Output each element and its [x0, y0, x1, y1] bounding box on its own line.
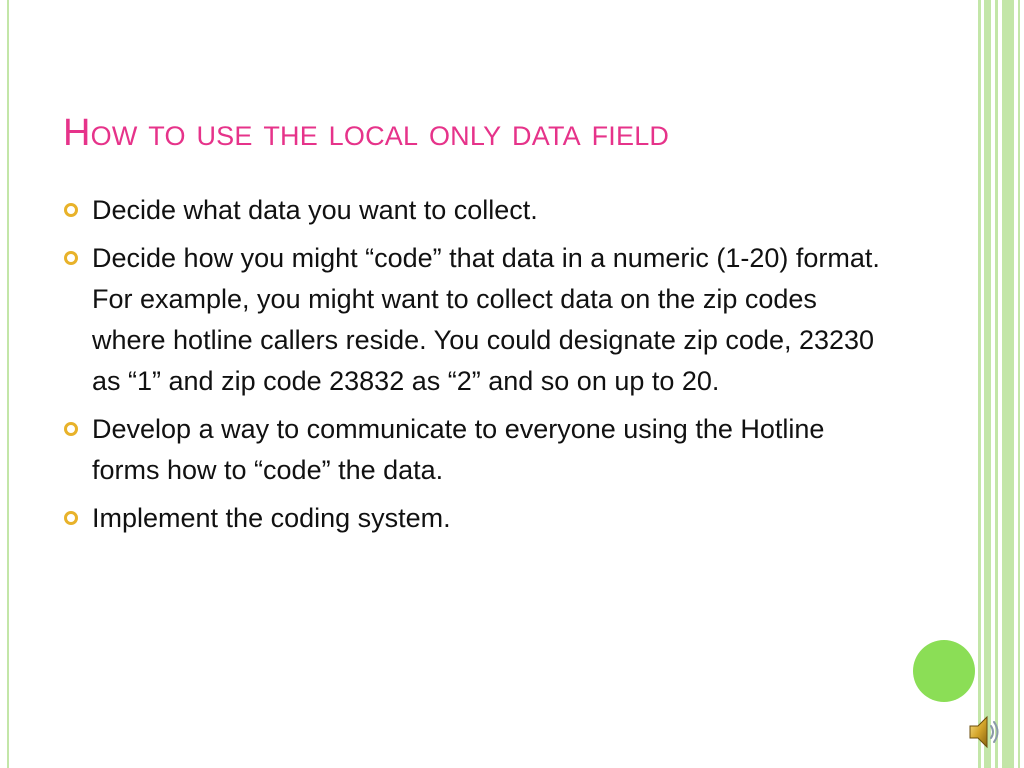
hollow-circle-bullet-icon — [64, 511, 78, 525]
bullet-item — [64, 498, 884, 539]
left-border-line — [7, 0, 9, 768]
bullet-text: Decide how you might “code” that data in a numeric (1-20) format. For example, you might want to collect data on the zip codes where hotline callers reside. You could designate zip code, 23230 as “1” and zip code 23832 as “2” and so on up to 20. — [92, 243, 880, 396]
hollow-circle-bullet-icon — [64, 251, 78, 265]
bullet-item — [64, 409, 884, 491]
bullet-item — [64, 190, 884, 231]
speaker-icon[interactable] — [968, 712, 1004, 752]
right-stripe — [984, 0, 991, 768]
right-stripe — [978, 0, 981, 768]
hollow-circle-bullet-icon — [64, 422, 78, 436]
bullet-item — [64, 238, 884, 402]
right-stripe — [1002, 0, 1014, 768]
slide-title: How to use the local only data field — [63, 112, 670, 154]
right-stripe — [1018, 0, 1020, 768]
hollow-circle-bullet-icon — [64, 203, 78, 217]
decorative-green-circle — [913, 640, 975, 702]
bullet-text: Develop a way to communicate to everyone using the Hotline forms how to “code” the data. — [92, 414, 825, 485]
right-stripe — [995, 0, 998, 768]
bullet-text: Decide what data you want to collect. — [92, 195, 538, 225]
bullet-list — [64, 190, 884, 546]
bullet-text: Implement the coding system. — [92, 503, 451, 533]
